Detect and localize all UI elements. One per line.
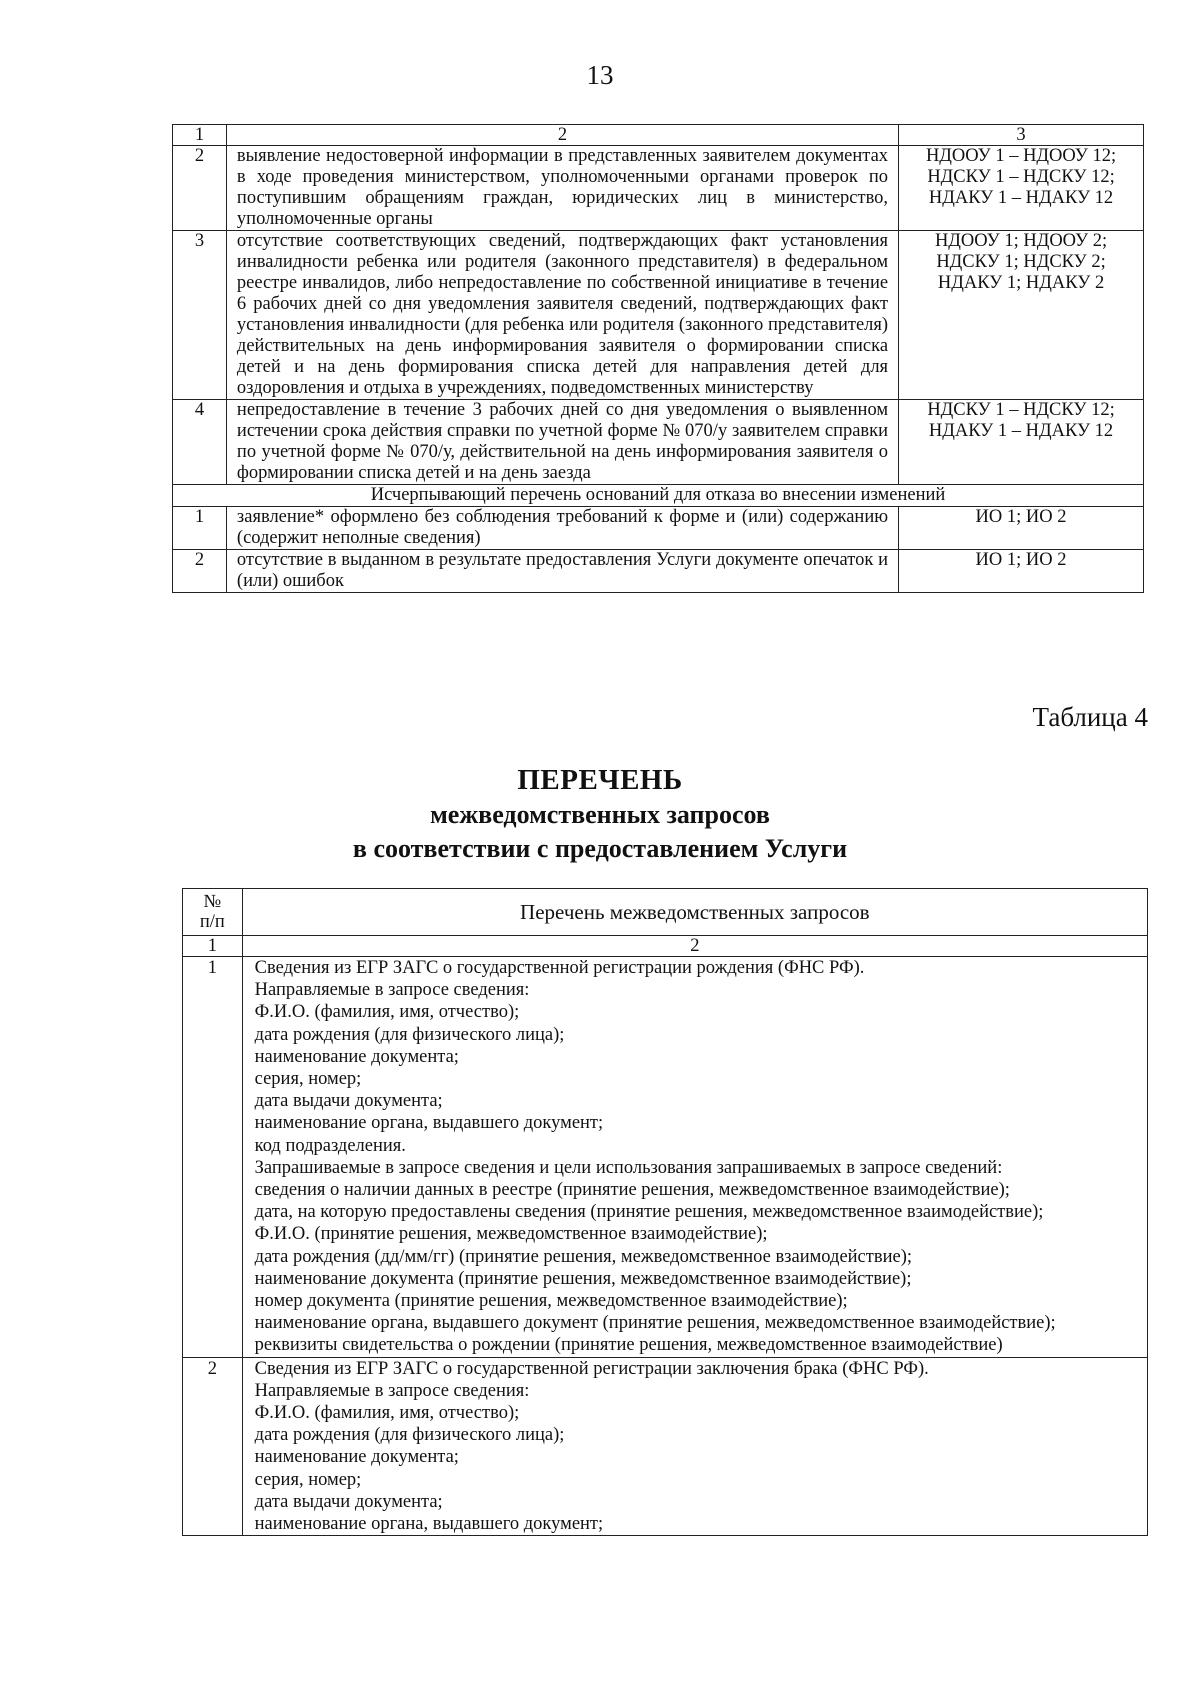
code-line: НДАКУ 1 – НДАКУ 12 xyxy=(928,421,1114,441)
row-number: 2 xyxy=(173,550,227,593)
row-number: 2 xyxy=(173,146,227,231)
document-title: ПЕРЕЧЕНЬ xyxy=(517,764,683,796)
document-subtitle: в соответствии с предоставлением Услуги xyxy=(352,834,848,863)
section-title-row xyxy=(173,485,1144,507)
line: Направляемые в запросе сведения: xyxy=(254,980,530,1001)
column-number: 2 xyxy=(242,936,1147,957)
table-label: Таблица 4 xyxy=(1032,702,1148,732)
requests-table xyxy=(182,888,1148,1536)
header-number-label: № п/п xyxy=(199,892,225,932)
line: серия, номер; xyxy=(254,1069,362,1090)
row-codes xyxy=(899,231,1144,400)
row-number: 1 xyxy=(173,507,227,550)
line: дата выдачи документа; xyxy=(254,1491,443,1512)
code-line: НДСКУ 1 – НДСКУ 12; xyxy=(927,167,1115,187)
line: Сведения из ЕГР ЗАГС о государственной регистрации заключения брака (ФНС РФ). xyxy=(254,1358,929,1379)
line: дата рождения (для физического лица); xyxy=(254,1024,565,1045)
line: Сведения из ЕГР ЗАГС о государственной регистрации рождения (ФНС РФ). xyxy=(254,958,865,978)
table-row xyxy=(183,1357,1148,1536)
line: дата рождения (дд/мм/гг) (принятие решения, межведомственное взаимодействие); xyxy=(254,1246,912,1267)
line: код подразделения. xyxy=(254,1135,406,1156)
row-codes: ИО 1; ИО 2 xyxy=(899,507,1144,550)
row-number: 3 xyxy=(173,231,227,400)
row-text: заявление* оформлено без соблюдения требований к форме и (или) содержанию (содержит неполные сведения) xyxy=(226,507,898,550)
header-number xyxy=(183,889,243,936)
row-codes: ИО 1; ИО 2 xyxy=(899,550,1144,593)
line: наименование документа (принятие решения, межведомственное взаимодействие); xyxy=(254,1268,912,1289)
row-number: 2 xyxy=(183,1357,243,1536)
line: дата выдачи документа; xyxy=(254,1091,443,1112)
table-row xyxy=(173,507,1144,550)
column-number: 3 xyxy=(899,125,1144,146)
line: реквизиты свидетельства о рождении (принятие решения, межведомственное взаимодействие) xyxy=(254,1335,1003,1356)
line: номер документа (принятие решения, межведомственное взаимодействие); xyxy=(254,1291,848,1312)
table-row xyxy=(173,231,1144,400)
code-line: НДСКУ 1 – НДСКУ 12; xyxy=(927,400,1115,420)
line: Ф.И.О. (фамилия, имя, отчество); xyxy=(254,1002,520,1023)
table-row xyxy=(183,957,1148,1358)
table-row xyxy=(173,146,1144,231)
row-number: 1 xyxy=(183,957,243,1358)
line: Направляемые в запросе сведения: xyxy=(254,1380,530,1401)
line: наименование документа; xyxy=(254,1046,459,1067)
code-line: НДАКУ 1; НДАКУ 2 xyxy=(937,273,1105,293)
line: наименование органа, выдавшего документ (принятие решения, межведомственное взаимодействие); xyxy=(254,1313,1056,1334)
row-text: непредоставление в течение 3 рабочих дней со дня уведомления о выявленном истечении срока действия справки по учетной форме № 070/у заявителем справки по учетной форме № 070/у, действительной на день информирования заявителя о формировании списка детей и на день заезда xyxy=(226,400,898,485)
row-text: отсутствие соответствующих сведений, подтверждающих факт установления инвалидности ребенка или родителя (законного представителя) в федеральном реестре инвалидов, либо непредоставление по собственной инициативе в течение 6 рабочих дней со дня уведомления заявителя сведений, подтверждающих факт установления инвалидности (для ребенка или родителя (законного представителя) действительных на день информирования заявителя о формировании списка детей и на день формирования списка детей для направления детей для оздоровления и отдыха в учреждениях, подведомственных министерству xyxy=(226,231,898,400)
code-line: НДООУ 1; НДООУ 2; xyxy=(934,231,1108,251)
code-line: НДАКУ 1 – НДАКУ 12 xyxy=(928,188,1114,208)
grounds-table xyxy=(172,124,1144,593)
row-lines xyxy=(242,1357,1147,1536)
table-row xyxy=(173,550,1144,593)
document-subtitle: межведомственных запросов xyxy=(430,800,770,829)
row-codes xyxy=(899,146,1144,231)
line: дата рождения (для физического лица); xyxy=(254,1425,565,1446)
line: наименование органа, выдавшего документ; xyxy=(254,1514,604,1535)
line: Ф.И.О. (фамилия, имя, отчество); xyxy=(254,1403,520,1424)
line: Ф.И.О. (принятие решения, межведомственное взаимодействие); xyxy=(254,1224,768,1245)
column-number: 1 xyxy=(183,936,243,957)
table-column-numbers xyxy=(173,125,1144,146)
row-lines xyxy=(242,957,1147,1358)
page-number: 13 xyxy=(586,60,614,90)
row-codes xyxy=(899,400,1144,485)
section-title: Исчерпывающий перечень оснований для отказа во внесении изменений xyxy=(173,485,1144,507)
row-number: 4 xyxy=(173,400,227,485)
line: наименование документа; xyxy=(254,1447,459,1468)
header-title: Перечень межведомственных запросов xyxy=(242,889,1147,936)
line: дата, на которую предоставлены сведения (принятие решения, межведомственное взаимодействие); xyxy=(254,1202,1044,1223)
line: сведения о наличии данных в реестре (принятие решения, межведомственное взаимодействие); xyxy=(254,1180,1010,1201)
table-header-row xyxy=(183,889,1148,936)
row-text: отсутствие в выданном в результате предоставления Услуги документе опечаток и (или) ошибок xyxy=(226,550,898,593)
line: Запрашиваемые в запросе сведения и цели использования запрашиваемых в запросе сведений: xyxy=(254,1157,1003,1178)
column-number: 1 xyxy=(173,125,227,146)
code-line: НДСКУ 1; НДСКУ 2; xyxy=(936,252,1106,272)
code-line: НДООУ 1 – НДООУ 12; xyxy=(925,146,1117,166)
row-text: выявление недостоверной информации в представленных заявителем документах в ходе проведения министерством, уполномоченными органами проверок по поступившим обращениям граждан, юридических лиц в министерство, уполномоченные органы xyxy=(226,146,898,231)
column-number: 2 xyxy=(226,125,898,146)
table-column-numbers xyxy=(183,936,1148,957)
line: наименование органа, выдавшего документ; xyxy=(254,1113,604,1134)
line: серия, номер; xyxy=(254,1469,362,1490)
table-row xyxy=(173,400,1144,485)
